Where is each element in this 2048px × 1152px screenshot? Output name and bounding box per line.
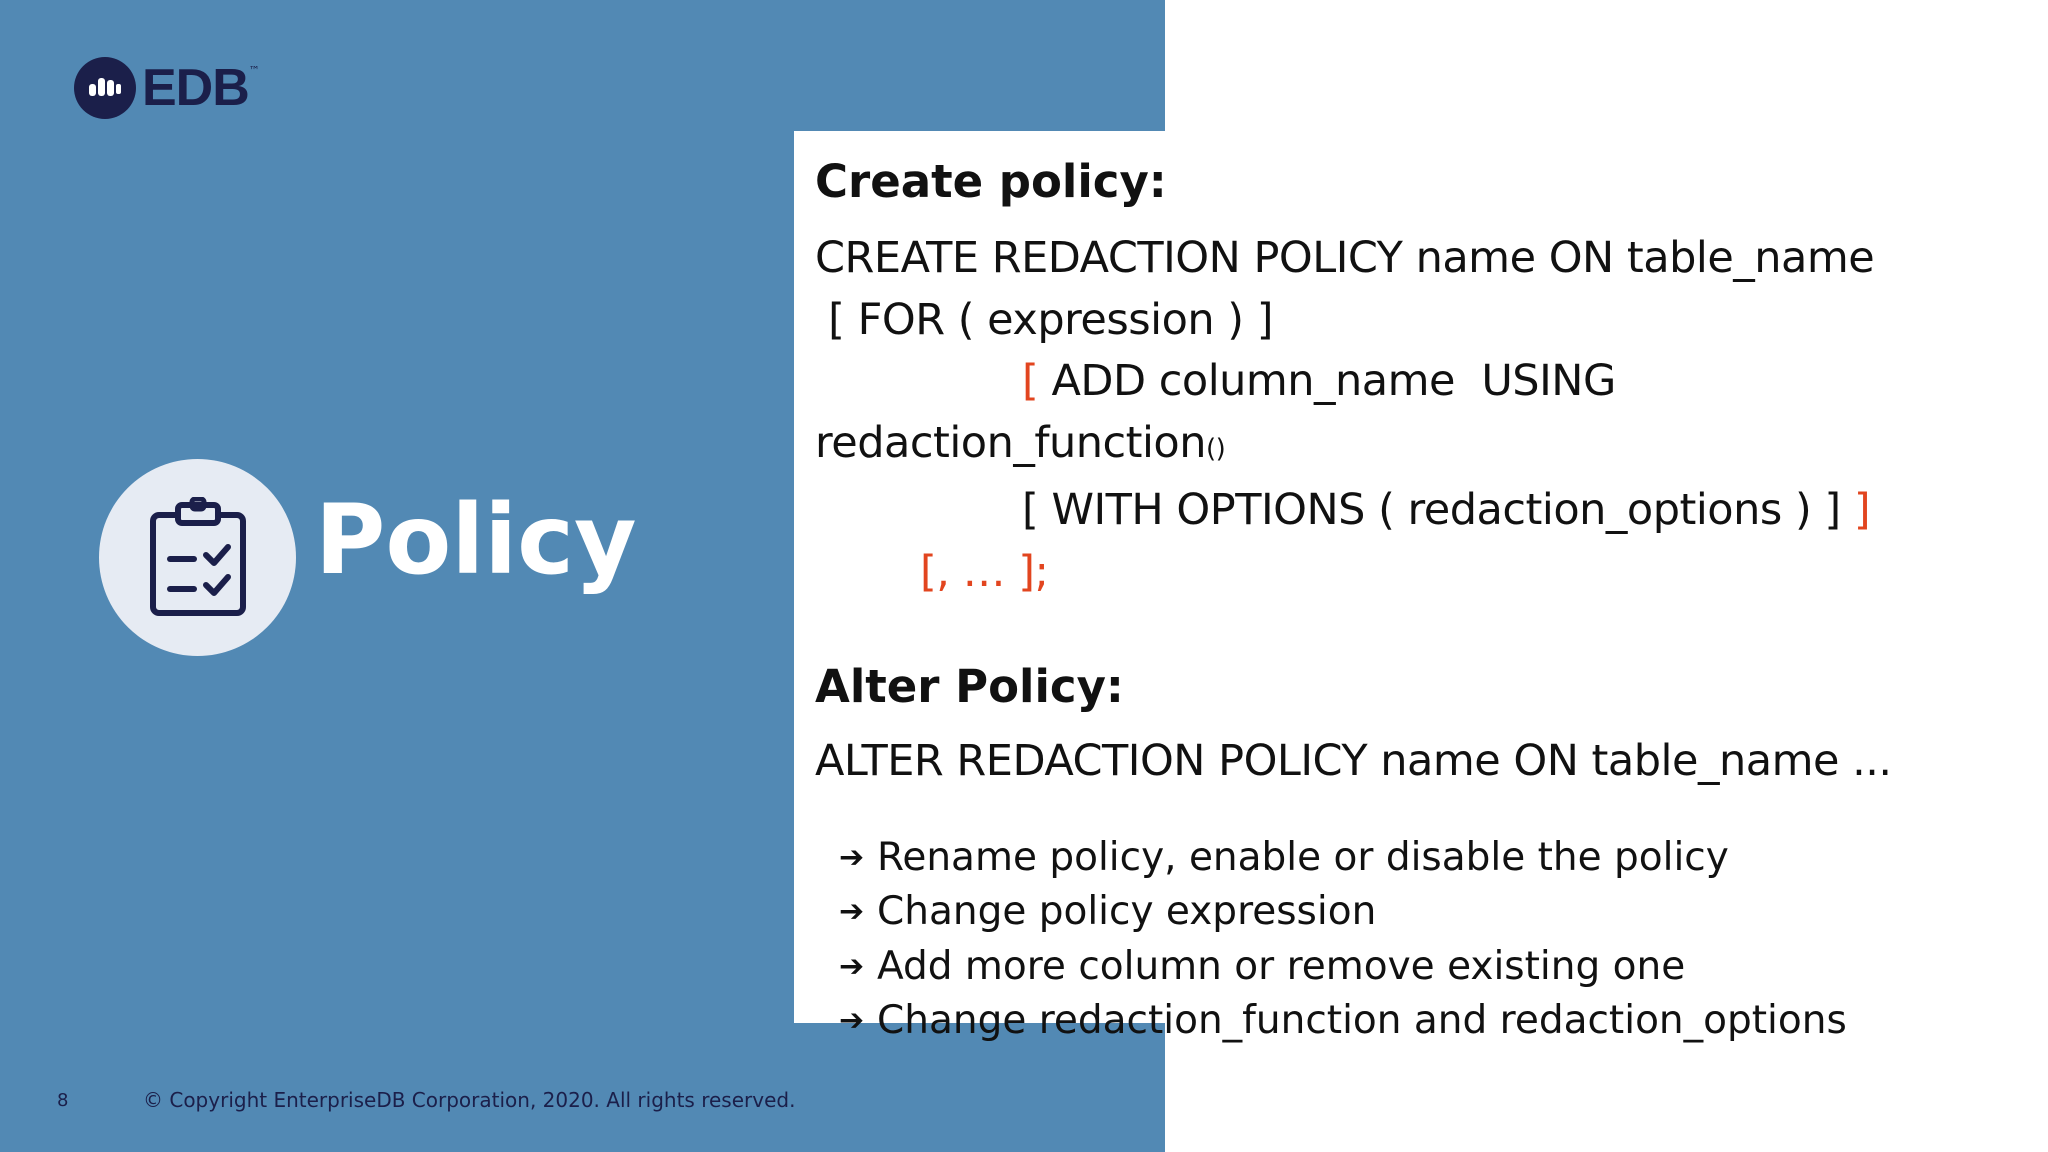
- list-item: [839, 885, 2035, 940]
- create-policy-syntax: [815, 228, 2035, 603]
- syntax-parens: (): [1206, 433, 1226, 464]
- list-item: [839, 940, 2035, 995]
- list-item-text: Change redaction_function and redaction_options: [877, 998, 1847, 1043]
- list-item: [839, 831, 2035, 886]
- trademark-mark: ™: [248, 64, 260, 77]
- syntax-open-bracket: [: [1022, 356, 1039, 406]
- create-policy-heading: Create policy:: [815, 155, 1167, 208]
- list-item: [839, 994, 2035, 1049]
- syntax-add-column: ADD column_name USING: [1038, 356, 1616, 406]
- syntax-line-5: [815, 480, 2035, 542]
- copyright-notice: © Copyright EnterpriseDB Corporation, 2020. All rights reserved.: [143, 1088, 796, 1112]
- syntax-close-bracket: ]: [1853, 485, 1871, 535]
- arrow-icon: ➔: [839, 894, 865, 929]
- list-item-text: Change policy expression: [877, 889, 1377, 934]
- arrow-icon: ➔: [839, 839, 865, 875]
- syntax-line-2: [ FOR ( expression ) ]: [815, 294, 1274, 345]
- syntax-line-6: [, … ];: [920, 546, 1049, 597]
- list-item-text: Rename policy, enable or disable the policy: [877, 834, 1729, 880]
- alter-policy-statement: ALTER REDACTION POLICY name ON table_name ...: [815, 736, 1892, 786]
- syntax-redaction-function: redaction_function: [815, 417, 1206, 468]
- edb-logo-icon: [74, 57, 136, 119]
- clipboard-check-icon: [148, 497, 248, 619]
- policy-icon-circle: [99, 459, 296, 656]
- edb-logo-text: EDB: [142, 59, 249, 117]
- syntax-line-4: [815, 413, 2035, 481]
- section-title: Policy: [315, 484, 637, 596]
- edb-logo: [74, 56, 260, 120]
- syntax-line-3: [815, 351, 2035, 413]
- syntax-line-1: CREATE REDACTION POLICY name ON table_name: [815, 233, 1875, 283]
- list-item-text: Add more column or remove existing one: [877, 943, 1686, 989]
- alter-policy-heading: Alter Policy:: [815, 660, 1124, 713]
- slide-content: [815, 150, 2035, 1049]
- alter-options-list: [815, 831, 2035, 1049]
- syntax-with-options: [ WITH OPTIONS ( redaction_options ) ]: [1022, 485, 1854, 535]
- arrow-icon: ➔: [839, 1003, 865, 1038]
- arrow-icon: ➔: [839, 948, 865, 984]
- page-number: 8: [57, 1090, 69, 1111]
